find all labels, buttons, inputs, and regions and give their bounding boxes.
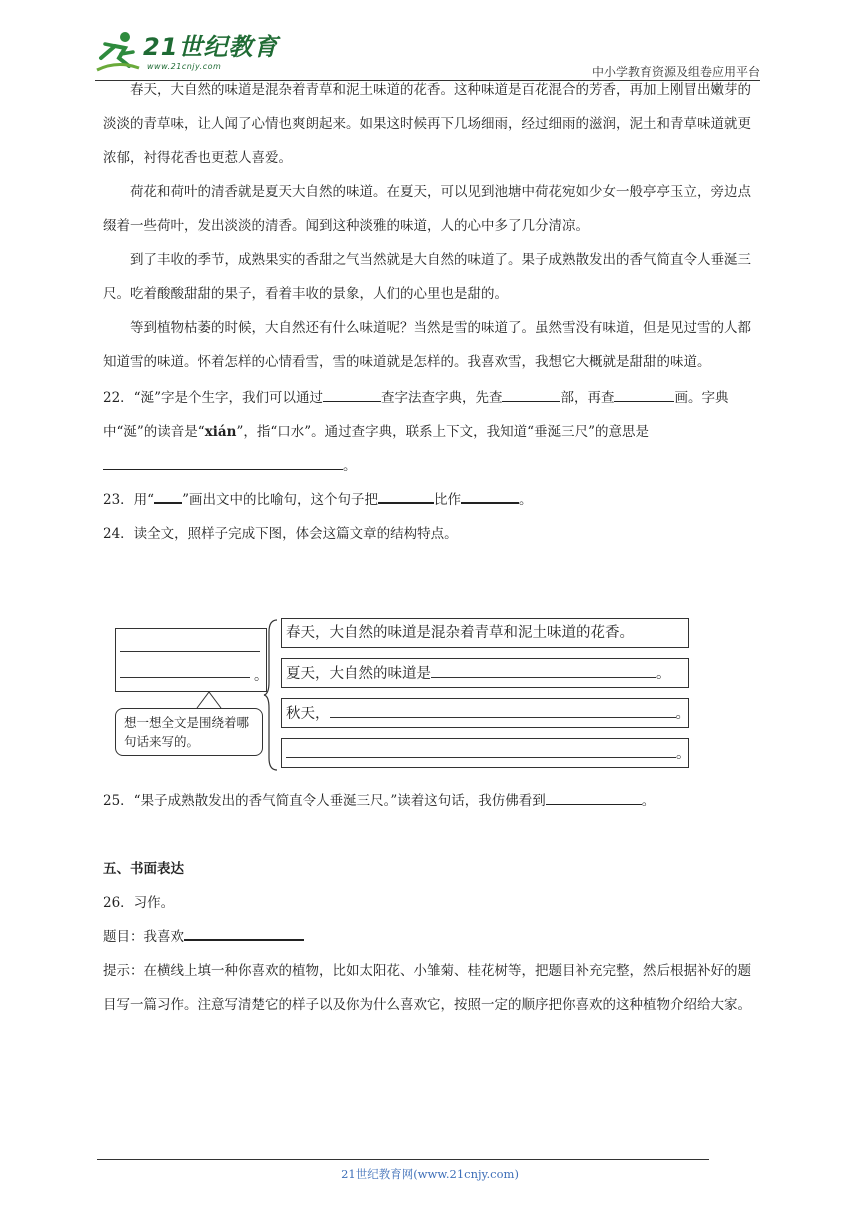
- pinyin: xián: [204, 424, 237, 440]
- answer-line[interactable]: [120, 651, 260, 652]
- passage-paragraph-3: 到了丰收的季节，成熟果实的香甜之气当然就是大自然的味道了。果子成熟散发出的香气简直令人垂涎三尺。吃着酸酸甜甜的果子，看着丰收的景象，人们的心里也是甜的。: [103, 252, 751, 302]
- footer-divider: [97, 1159, 709, 1160]
- question-23: 23．用“ ”画出文中的比喻句，这个句子把 比作 。: [103, 483, 763, 517]
- summary-answer-box[interactable]: [115, 628, 267, 692]
- answer-blank[interactable]: [461, 486, 519, 504]
- question-24: 24．读全文，照样子完成下图，体会这篇文章的结构特点。: [103, 526, 458, 542]
- page-content-lower: [103, 784, 763, 1022]
- structure-diagram: [115, 616, 695, 776]
- passage-paragraph-1: 春天，大自然的味道是混杂着青草和泥土味道的花香。这种味道是百花混合的芳香，再加上刚冒出嫩芽的淡淡的青草味，让人闻了心情也爽朗起来。如果这时候再下几场细雨，经过细雨的滋润，泥土和青草味道就更浓郁，衬得花香也更惹人喜爱。: [103, 82, 751, 166]
- answer-blank[interactable]: [378, 486, 434, 504]
- answer-blank[interactable]: [546, 788, 642, 805]
- section-heading: 五、书面表达: [103, 861, 184, 877]
- passage-paragraph-4: 等到植物枯萎的时候，大自然还有什么味道呢？当然是雪的味道了。虽然雪没有味道，但是见过雪的人都知道雪的味道。怀着怎样的心情看雪，雪的味道就是怎样的。我喜欢雪，我想它大概就是甜甜的味道。: [103, 320, 751, 370]
- passage-paragraph-2: 荷花和荷叶的清香就是夏天大自然的味道。在夏天，可以见到池塘中荷花宛如少女一般亭亭玉立，旁边点缀着一些荷叶，发出淡淡的清香。闻到这种淡雅的味道，人的心中多了几分清凉。: [103, 184, 751, 234]
- answer-line[interactable]: [286, 739, 676, 758]
- season-row-summer: 夏天，大自然的味道是 。: [281, 658, 689, 688]
- logo-text: 21世纪教育: [143, 33, 279, 61]
- question-22: 22．“涎”字是个生字，我们可以通过 查字法查字典，先查 部，再查 画。字典中“涎”的读音是“xián”，指“口水”。通过查字典，联系上下文，我知道“垂涎三尺”的意思是 。: [103, 381, 763, 483]
- question-25: 25．“果子成熟散发出的香气简直令人垂涎三尺。”读着这句话，我仿佛看到 。: [103, 784, 763, 818]
- brace: [263, 618, 279, 772]
- underline-sample: [154, 486, 182, 504]
- answer-line[interactable]: [431, 659, 656, 678]
- answer-blank[interactable]: [614, 385, 674, 402]
- answer-blank[interactable]: [323, 385, 381, 402]
- question-26-title: 26．习作。: [103, 895, 175, 911]
- season-row-autumn: 秋天， 。: [281, 698, 689, 728]
- bubble-pointer: [195, 690, 225, 710]
- answer-line[interactable]: [120, 677, 250, 678]
- box-period: 。: [254, 668, 268, 684]
- footer-text: 21世纪教育网(www.21cnjy.com): [341, 1167, 519, 1181]
- logo-url: www.21cnjy.com: [147, 62, 222, 71]
- season-row-spring: 春天，大自然的味道是混杂着青草和泥土味道的花香。: [281, 618, 689, 648]
- question-26-topic: 题目：我喜欢: [103, 920, 763, 954]
- platform-name: 中小学教育资源及组卷应用平台: [591, 65, 760, 79]
- season-row-winter: 。: [281, 738, 689, 768]
- page-content: [103, 73, 763, 551]
- answer-blank[interactable]: [502, 385, 560, 402]
- answer-line[interactable]: [330, 699, 676, 718]
- answer-blank[interactable]: [103, 453, 343, 470]
- topic-blank[interactable]: [184, 923, 304, 941]
- hint-bubble: 想一想全文是围绕着哪句话来写的。: [115, 708, 263, 756]
- question-26-hint: 提示：在横线上填一种你喜欢的植物，比如太阳花、小雏菊、桂花树等，把题目补充完整，然后根据补好的题目写一篇习作。注意写清楚它的样子以及你为什么喜欢它，按照一定的顺序把你喜欢的这种植物介绍给大家。: [103, 963, 751, 1013]
- runner-logo-icon: [95, 30, 141, 74]
